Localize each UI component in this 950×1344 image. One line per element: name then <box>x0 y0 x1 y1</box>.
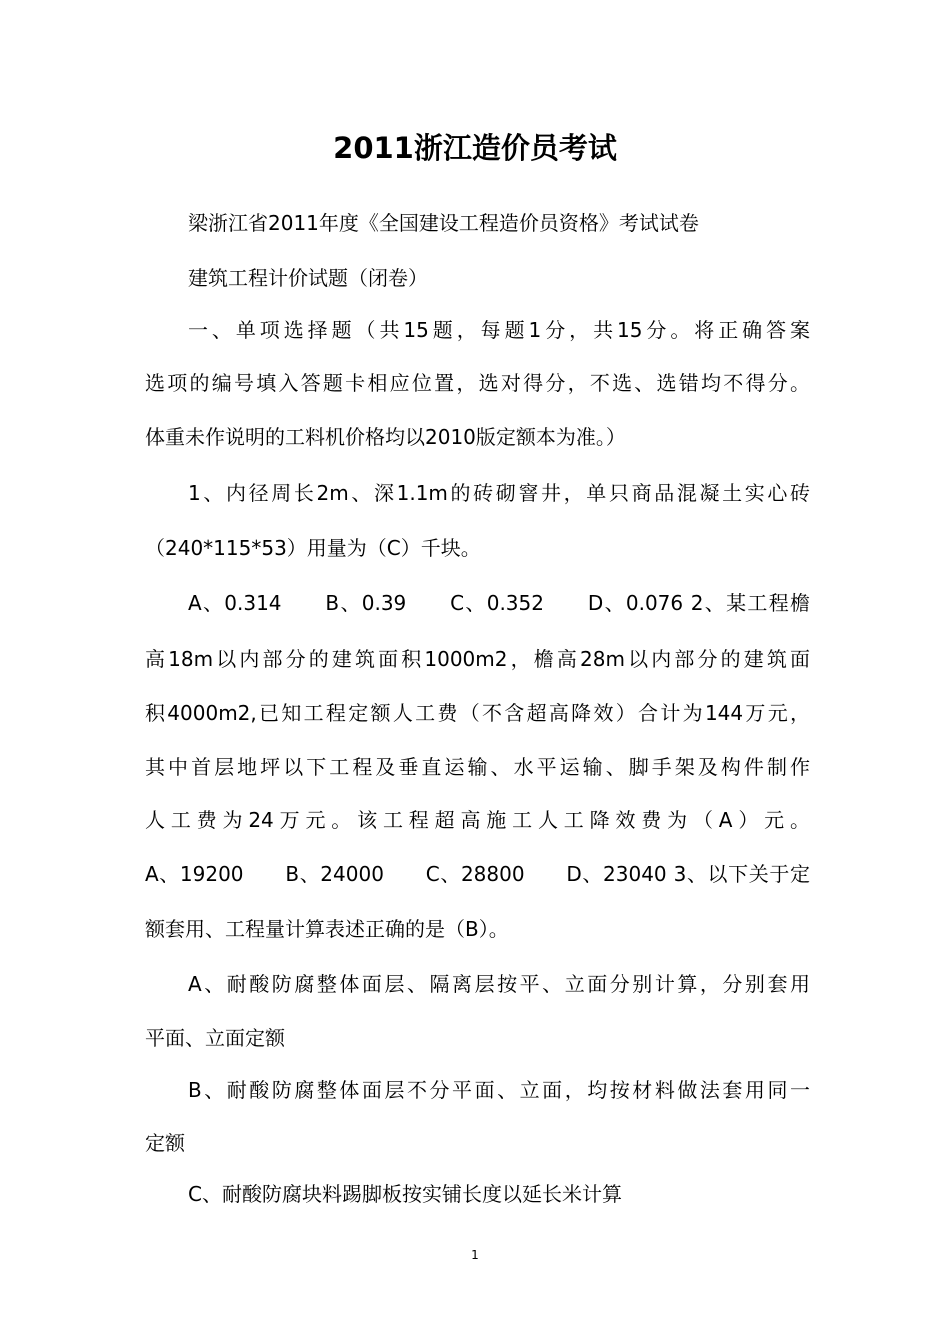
paragraph-line: 建筑工程计价试题（闭卷） <box>188 266 428 290</box>
paragraph-line: 定额 <box>145 1131 185 1155</box>
paragraph-line: 一、单项选择题（共15题，每题1分，共15分。将正确答案 <box>188 318 810 342</box>
paragraph-line: 平面、立面定额 <box>145 1026 285 1050</box>
paragraph-line: B、耐酸防腐整体面层不分平面、立面，均按材料做法套用同一 <box>188 1078 810 1102</box>
paragraph-line: （240*115*53）用量为（C）千块。 <box>145 536 481 560</box>
paragraph-line: C、耐酸防腐块料踢脚板按实铺长度以延长米计算 <box>188 1182 622 1206</box>
paragraph-line: 积4000m2,已知工程定额人工费（不含超高降效）合计为144万元， <box>145 701 810 725</box>
paragraph-line: 选项的编号填入答题卡相应位置，选对得分，不选、选错均不得分。 <box>145 371 810 395</box>
paragraph-line: 梁浙江省2011年度《全国建设工程造价员资格》考试试卷 <box>188 211 699 235</box>
paragraph-line: 体重未作说明的工料机价格均以2010版定额本为准。） <box>145 425 626 449</box>
paragraph-line: A、0.314 B、0.39 C、0.352 D、0.076 2、某工程檐 <box>188 591 810 615</box>
paragraph-line: 高18m以内部分的建筑面积1000m2，檐高28m以内部分的建筑面 <box>145 647 810 671</box>
paragraph-line: 1、内径周长2m、深1.1m的砖砌窨井，单只商品混凝土实心砖 <box>188 481 810 505</box>
page-number: 1 <box>471 1248 479 1262</box>
paragraph-line: A、19200 B、24000 C、28800 D、23040 3、以下关于定 <box>145 862 810 886</box>
paragraph-line: 其中首层地坪以下工程及垂直运输、水平运输、脚手架及构件制作 <box>145 755 810 779</box>
paragraph-line: 人工费为24万元。该工程超高施工人工降效费为（A）元。 <box>145 808 810 832</box>
document-title: 2011浙江造价员考试 <box>333 131 617 165</box>
paragraph-line: A、耐酸防腐整体面层、隔离层按平、立面分别计算，分别套用 <box>188 972 810 996</box>
paragraph-line: 额套用、工程量计算表述正确的是（B）。 <box>145 917 509 941</box>
